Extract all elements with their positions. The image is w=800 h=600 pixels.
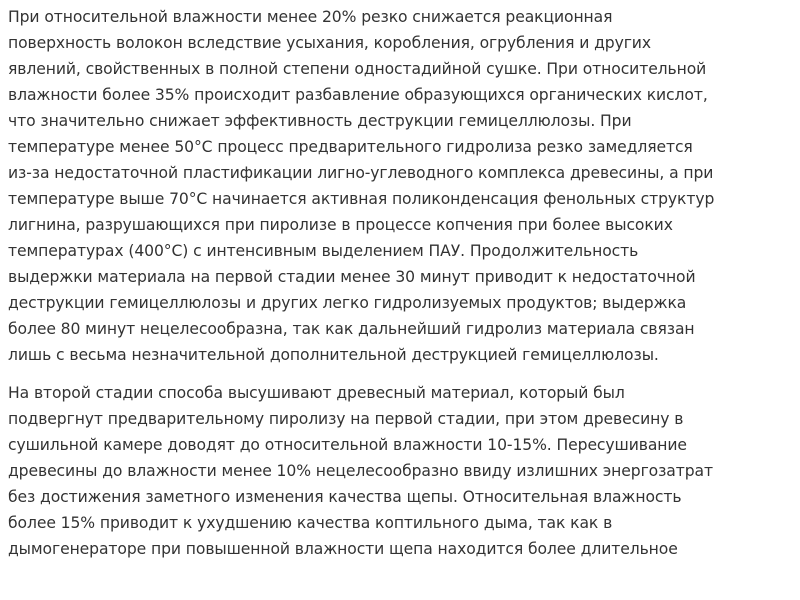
text-line: влажности более 35% происходит разбавление образующихся органических кислот, [8, 86, 708, 104]
text-line: температуре выше 70°С начинается активная поликонденсация фенольных структур [8, 190, 715, 208]
text-line: лигнина, разрушающихся при пиролизе в процессе копчения при более высоких [8, 216, 673, 234]
text-line: без достижения заметного изменения качества щепы. Относительная влажность [8, 488, 682, 506]
text-line: деструкции гемицеллюлозы и других легко гидролизуемых продуктов; выдержка [8, 294, 687, 312]
paragraph [8, 380, 798, 562]
text-line: более 15% приводит к ухудшению качества коптильного дыма, так как в [8, 514, 613, 532]
text-line: более 80 минут нецелесообразна, так как дальнейший гидролиз материала связан [8, 320, 695, 338]
paragraph [8, 0, 798, 368]
text-line: древесины до влажности менее 10% нецелесообразно ввиду излишних энергозатрат [8, 462, 713, 480]
text-line: На второй стадии способа высушивают древесный материал, который был [8, 384, 625, 402]
text-line: температурах (400°С) с интенсивным выделением ПАУ. Продолжительность [8, 242, 639, 260]
text-line: При относительной влажности менее 20% резко снижается реакционная [8, 8, 613, 26]
text-line: подвергнут предварительному пиролизу на первой стадии, при этом древесину в [8, 410, 684, 428]
text-line: выдержки материала на первой стадии менее 30 минут приводит к недостаточной [8, 268, 696, 286]
text-line: явлений, свойственных в полной степени одностадийной сушке. При относительной [8, 60, 707, 78]
document-body [8, 0, 798, 562]
text-line: температуре менее 50°С процесс предварительного гидролиза резко замедляется [8, 138, 693, 156]
text-line: дымогенераторе при повышенной влажности щепа находится более длительное [8, 540, 678, 558]
text-line: из-за недостаточной пластификации лигно-углеводного комплекса древесины, а при [8, 164, 714, 182]
text-line: сушильной камере доводят до относительной влажности 10-15%. Пересушивание [8, 436, 687, 454]
text-line: лишь с весьма незначительной дополнительной деструкцией гемицеллюлозы. [8, 346, 659, 364]
text-line: что значительно снижает эффективность деструкции гемицеллюлозы. При [8, 112, 632, 130]
text-line: поверхность волокон вследствие усыхания, коробления, огрубления и других [8, 34, 651, 52]
